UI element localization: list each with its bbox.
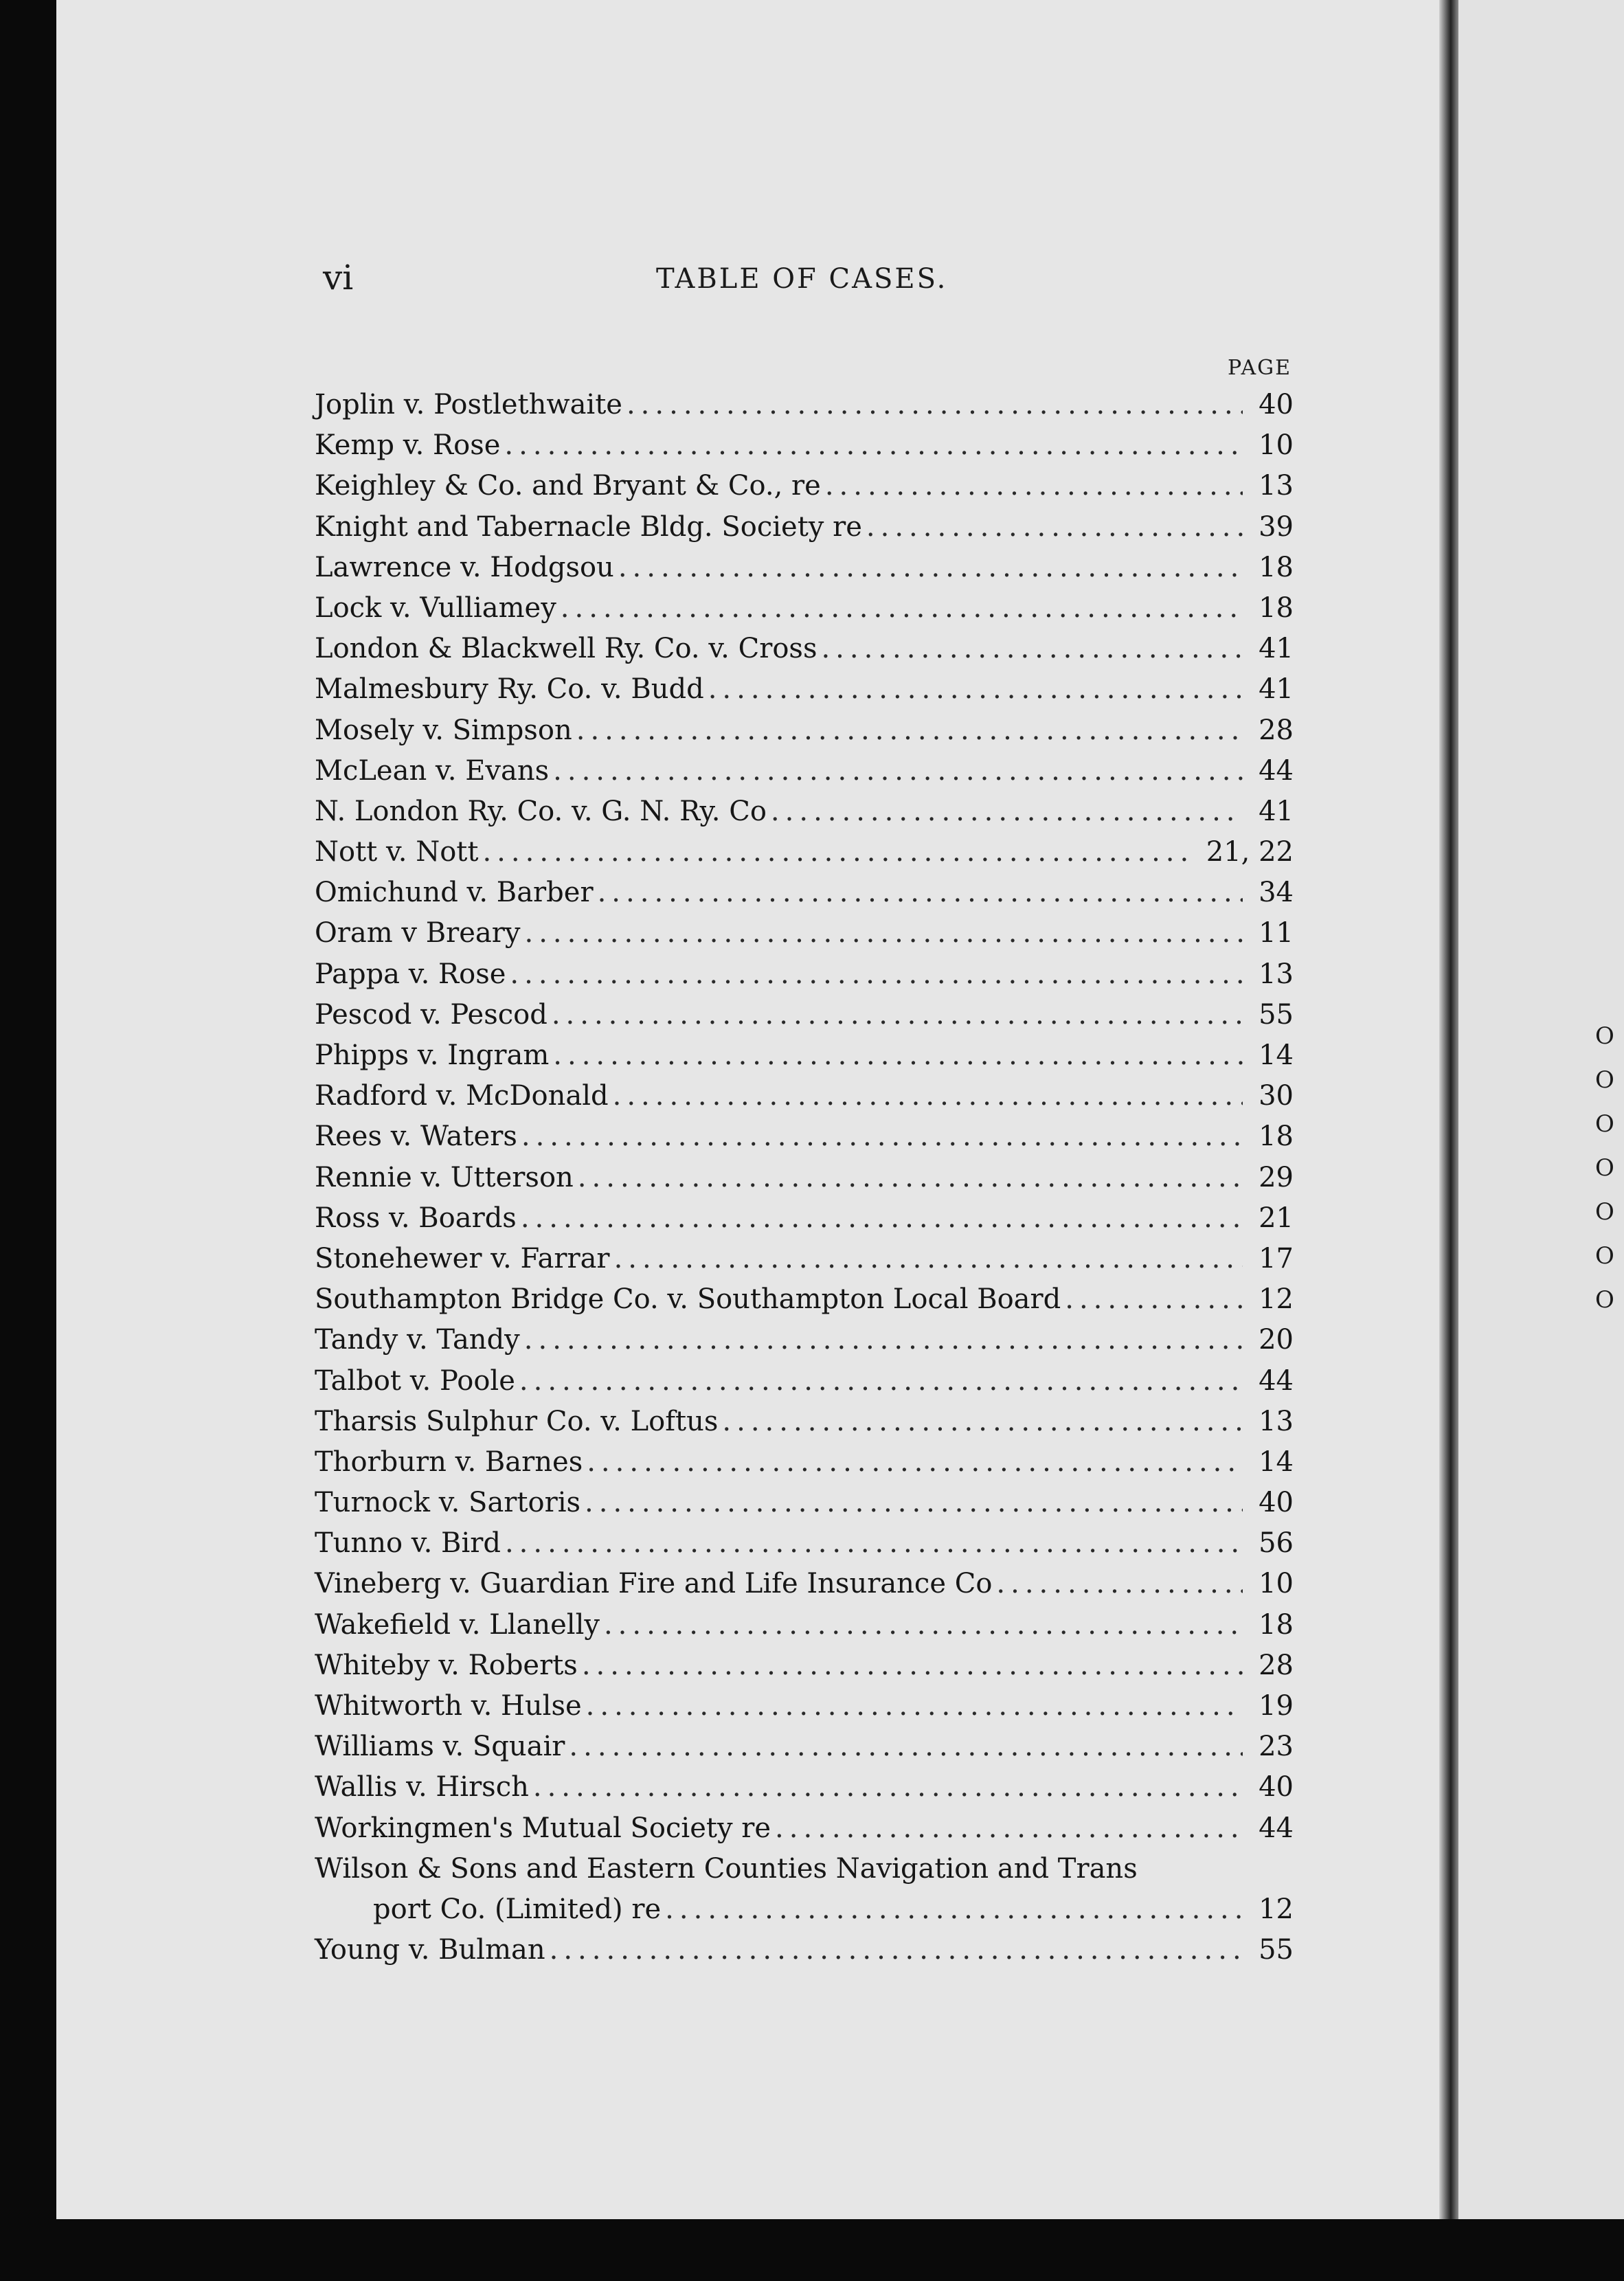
case-name: Nott v. Nott [315,836,479,868]
dot-leader [550,1930,1243,1970]
case-page-number: 39 [1259,510,1294,543]
case-entry [315,588,1294,629]
case-page-number: 17 [1259,1242,1294,1274]
case-entry [315,1198,1294,1239]
case-name: Omichund v. Barber [315,877,594,909]
dot-leader [708,669,1243,710]
dot-leader [614,1239,1243,1279]
case-name: Rennie v. Utterson [315,1161,574,1193]
dot-leader [561,588,1243,629]
case-entry [315,1442,1294,1483]
case-entry [315,1727,1294,1767]
case-name: Southampton Bridge Co. v. Southampton Local Board [315,1283,1061,1316]
dot-leader [524,913,1243,954]
case-entry [315,710,1294,751]
case-page-number: 40 [1259,1771,1294,1804]
case-entry [315,1239,1294,1279]
case-entry [315,466,1294,506]
dot-leader [553,751,1243,791]
case-entry [315,385,1294,425]
case-name: Talbot v. Poole [315,1364,515,1397]
case-name: McLean v. Evans [315,754,550,787]
case-name: Lock v. Vulliamey [315,592,556,624]
case-entry [315,425,1294,466]
case-name: Kemp v. Rose [315,429,501,462]
dot-leader [1065,1279,1243,1320]
dot-leader [482,832,1196,873]
case-page-number: 13 [1259,958,1294,990]
facing-page-fragment: O [1595,1198,1614,1226]
case-page-number: 56 [1259,1527,1294,1560]
case-name: Pappa v. Rose [315,958,506,990]
case-page-number: 30 [1259,1080,1294,1112]
dot-leader [586,1686,1243,1727]
case-entry [315,1645,1294,1686]
dot-leader [585,1483,1243,1523]
case-name: Malmesbury Ry. Co. v. Budd [315,673,704,706]
dot-leader [524,1320,1243,1360]
case-page-number: 41 [1259,673,1294,706]
dot-leader [504,425,1243,466]
book-gutter [1439,0,1458,2219]
case-name: Tandy v. Tandy [315,1324,520,1356]
case-name: Thorburn v. Barnes [315,1446,583,1478]
case-name: Turnock v. Sartoris [315,1487,581,1519]
case-name: Tunno v. Bird [315,1527,501,1560]
dot-leader [582,1645,1243,1686]
dot-leader [866,507,1243,548]
case-name: London & Blackwell Ry. Co. v. Cross [315,633,817,665]
dot-leader [578,1158,1243,1198]
case-page-number: 13 [1259,470,1294,502]
case-entry [315,751,1294,791]
case-entry [315,1930,1294,1970]
case-entry [315,1849,1294,1889]
case-page-number: 18 [1259,1608,1294,1641]
case-page-number: 55 [1259,1934,1294,1966]
dot-leader [505,1523,1243,1564]
case-page-number: 12 [1259,1283,1294,1316]
page-folio: vi [323,258,354,297]
case-entry [315,1076,1294,1116]
dot-leader [613,1076,1243,1116]
dot-leader [627,385,1243,425]
case-name: Pescod v. Pescod [315,998,548,1031]
case-name: Stonehewer v. Farrar [315,1242,610,1274]
case-entry [315,1605,1294,1645]
case-name: Tharsis Sulphur Co. v. Loftus [315,1405,719,1437]
case-name: Wakefield v. Llanelly [315,1608,600,1641]
case-name: Phipps v. Ingram [315,1040,550,1071]
case-entry [315,1116,1294,1157]
dot-leader [510,954,1243,995]
case-entry [315,548,1294,588]
table-of-cases [315,385,1294,1970]
dot-leader [521,1198,1243,1239]
dot-leader [618,548,1243,588]
case-entry [315,507,1294,548]
case-entry [315,1808,1294,1849]
case-page-number: 23 [1259,1731,1294,1763]
case-page-number: 12 [1259,1893,1294,1925]
dot-leader [587,1442,1243,1483]
dot-leader [552,995,1243,1035]
case-entry [315,1889,1294,1930]
case-page-number: 41 [1259,633,1294,665]
case-name: Vineberg v. Guardian Fire and Life Insurance Co [315,1568,993,1600]
case-page-number: 28 [1259,714,1294,746]
case-name: Mosely v. Simpson [315,714,572,746]
dot-leader [775,1808,1243,1849]
case-page-number: 41 [1259,795,1294,827]
case-name: Radford v. McDonald [315,1080,609,1112]
case-entry [315,1320,1294,1360]
case-name: Young v. Bulman [315,1934,545,1966]
case-name: N. London Ry. Co. v. G. N. Ry. Co [315,795,767,827]
dot-leader [665,1889,1243,1930]
case-entry [315,669,1294,710]
case-page-number: 44 [1259,1812,1294,1844]
case-page-number: 21, 22 [1206,836,1294,868]
case-name: Keighley & Co. and Bryant & Co., re [315,470,821,502]
dot-leader [604,1605,1243,1645]
case-entry [315,1035,1294,1076]
page-column-header: PAGE [1228,356,1292,380]
case-page-number: 55 [1259,998,1294,1031]
facing-page [1458,0,1624,2219]
case-entry [315,1402,1294,1442]
case-name: Lawrence v. Hodgsou [315,551,614,583]
case-entry [315,913,1294,954]
dot-leader [722,1402,1243,1442]
case-entry [315,1361,1294,1402]
case-page-number: 40 [1259,389,1294,420]
case-page-number: 28 [1259,1649,1294,1681]
case-entry [315,995,1294,1035]
case-page-number: 29 [1259,1161,1294,1193]
case-name: port Co. (Limited) re [373,1893,662,1925]
case-name: Ross v. Boards [315,1202,517,1234]
dot-leader [576,710,1243,751]
dot-leader [771,791,1243,832]
case-page-number: 21 [1259,1202,1294,1234]
case-entry [315,832,1294,873]
case-name: Whiteby v. Roberts [315,1649,578,1681]
dot-leader [821,629,1243,669]
case-name: Williams v. Squair [315,1731,565,1763]
case-page-number: 44 [1259,1364,1294,1397]
case-name: Oram v Breary [315,917,521,950]
case-page-number: 34 [1259,877,1294,909]
dot-leader [996,1564,1243,1604]
case-name: Whitworth v. Hulse [315,1690,582,1722]
dot-leader [569,1727,1243,1767]
case-entry [315,791,1294,832]
case-entry [315,1523,1294,1564]
case-entry [315,629,1294,669]
facing-page-fragment: O [1595,1110,1614,1138]
case-page-number: 11 [1259,917,1294,950]
case-name: Wallis v. Hirsch [315,1771,529,1804]
case-name: Knight and Tabernacle Bldg. Society re [315,510,862,543]
running-title: TABLE OF CASES. [656,263,948,295]
case-page-number: 13 [1259,1405,1294,1437]
case-page-number: 40 [1259,1487,1294,1519]
case-page-number: 10 [1259,1568,1294,1600]
dot-leader [533,1767,1243,1808]
case-name: Workingmen's Mutual Society re [315,1812,771,1844]
dot-leader [825,466,1243,506]
case-page-number: 44 [1259,754,1294,787]
case-page-number: 18 [1259,551,1294,583]
case-entry [315,1686,1294,1727]
case-entry [315,1767,1294,1808]
dot-leader [519,1361,1243,1402]
case-entry [315,1158,1294,1198]
dot-leader [598,873,1243,913]
case-entry [315,1483,1294,1523]
case-entry [315,1564,1294,1604]
case-entry [315,1279,1294,1320]
case-name: Rees v. Waters [315,1121,517,1153]
case-page-number: 19 [1259,1690,1294,1722]
facing-page-fragment: O [1595,1154,1614,1182]
case-page-number: 14 [1259,1446,1294,1478]
case-name: Joplin v. Postlethwaite [315,389,622,420]
facing-page-fragment: O [1595,1066,1614,1094]
case-page-number: 18 [1259,592,1294,624]
facing-page-fragment: O [1595,1286,1614,1314]
case-entry [315,954,1294,995]
dot-leader [553,1035,1243,1076]
case-page-number: 20 [1259,1324,1294,1356]
case-page-number: 10 [1259,429,1294,462]
facing-page-fragment: O [1595,1022,1614,1050]
case-name: Wilson & Sons and Eastern Counties Navigation and Trans [315,1852,1138,1885]
dot-leader [521,1116,1243,1157]
case-entry [315,873,1294,913]
facing-page-fragment: O [1595,1242,1614,1270]
case-page-number: 18 [1259,1121,1294,1153]
case-page-number: 14 [1259,1040,1294,1071]
